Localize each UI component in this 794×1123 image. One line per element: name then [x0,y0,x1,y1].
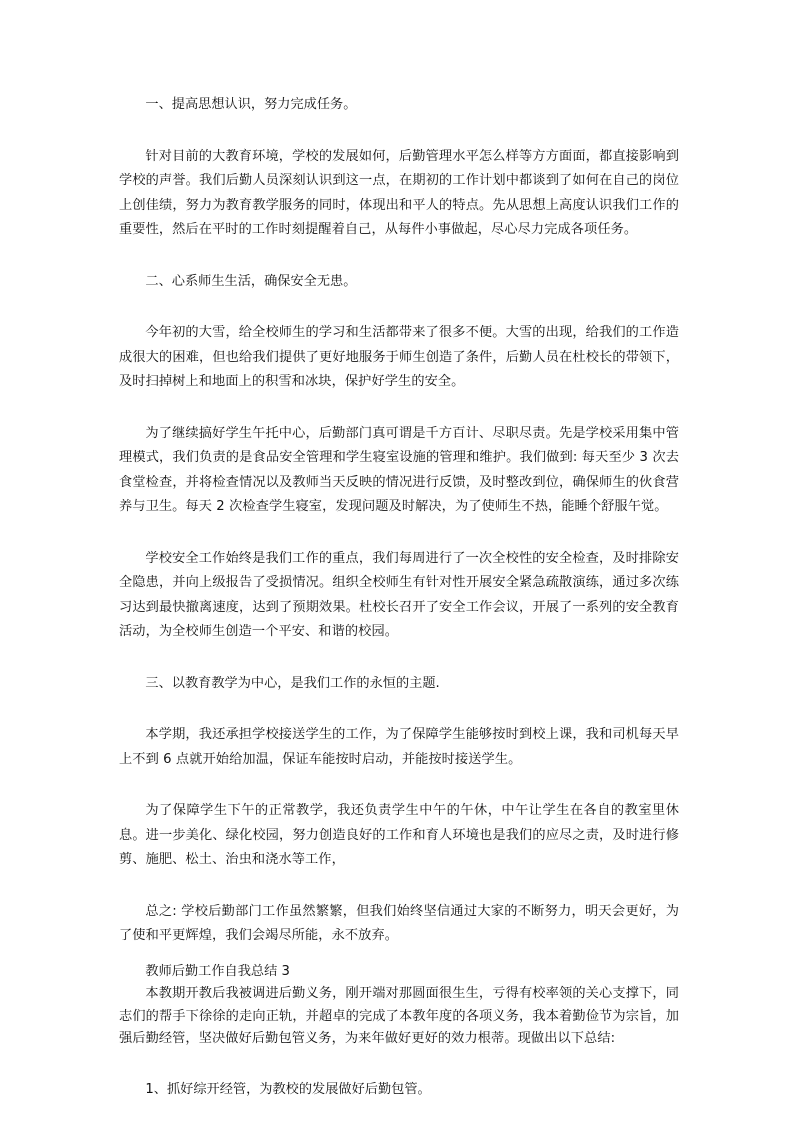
section-title: 教师后勤工作自我总结 3 [145,963,290,979]
paragraph-8: 本教期开教后我被调进后勤义务，刚开端对那圆面很生生，亏得有校率领的关心支撑下，同志们的帮手下徐徐的走向正轨，并超卓的完成了本教年度的各项义务，我本着勤俭节为宗旨，加强后勤经管，坚决做好后勤包管义务，为来年做好更好的效力根蒂。现做出以下总结: [119,986,679,1046]
paragraph-6: 为了保障学生下午的正常教学，我还负责学生中午的午休，中午让学生在各自的教室里休息。进一步美化、绿化校园，努力创造良好的工作和育人环境也是我们的应尽之责，及时进行修剪、施肥、松土、治虫和浇水等工作， [119,803,679,867]
section-heading-1: 一、提高思想认识，努力完成任务。 [145,97,357,112]
section-heading-3: 三、以教育教学为中心，是我们工作的永恒的主题. [145,675,440,691]
paragraph-2: 今年初的大雪，给全校师生的学习和生活都带来了很多不便。大雪的出现，给我们的工作造成很大的困难，但也给我们提供了更好地服务于师生创造了条件，后勤人员在杜校长的带领下，及时扫掉树上和地面上的积雪和冰块，保护好学生的安全。 [119,325,679,389]
paragraph-5: 本学期，我还承担学校接送学生的工作，为了保障学生能够按时到校上课，我和司机每天早上不到 6 点就开始给加温，保证车能按时启动，并能按时接送学生。 [119,727,679,767]
paragraph-4: 学校安全工作始终是我们工作的重点，我们每周进行了一次全校性的安全检查，及时排除安全隐患，并向上级报告了受损情况。组织全校师生有针对性开展安全紧急疏散演练，通过多次练习达到最快撤离速度，达到了预期效果。杜校长召开了安全工作会议，开展了一系列的安全教育活动，为全校师生创造一个平安、和谐的校园。 [119,550,679,639]
document-body [119,93,679,1102]
paragraph-7: 总之: 学校后勤部门工作虽然繁繁，但我们始终坚信通过大家的不断努力，明天会更好，为了使和平更辉煌，我们会竭尽所能，永不放弃。 [119,903,679,943]
paragraph-1: 针对目前的大教育环境，学校的发展如何，后勤管理水平怎么样等方方面面，都直接影响到学校的声誉。我们后勤人员深刻认识到这一点，在期初的工作计划中都谈到了如何在自己的岗位上创佳绩，努力为教育教学服务的同时，体现出和平人的特点。先从思想上高度认识我们工作的重要性，然后在平时的工作时刻提醒着自己，从每件小事做起，尽心尽力完成各项任务。 [119,148,679,237]
paragraph-3: 为了继续搞好学生午托中心，后勤部门真可谓是千方百计、尽职尽责。先是学校采用集中管理模式，我们负责的是食品安全管理和学生寝室设施的管理和维护。我们做到: 每天至少 3 次去食堂检查，并将检查情况以及教师当天反映的情况进行反馈，及时整改到位，确保师生的伙食营养与卫生。每天 2 次检查学生寝室，发现问题及时解决，为了使师生不热，能睡个舒服午觉。 [119,425,679,514]
section-heading-4: 1、抓好综开经管，为教校的发展做好后勤包管。 [145,1081,431,1097]
section-heading-2: 二、心系师生生活，确保安全无患。 [145,273,357,289]
